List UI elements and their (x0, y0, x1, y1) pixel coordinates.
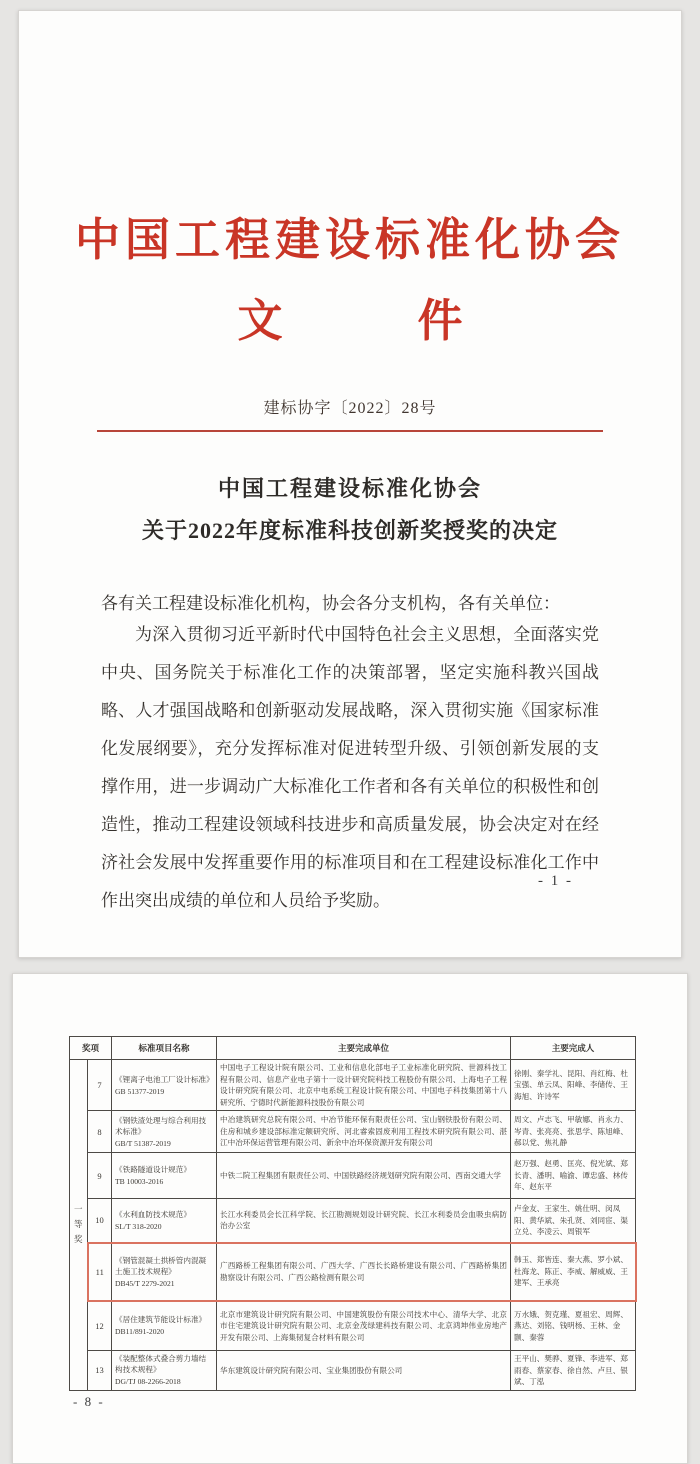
header-units: 主要完成单位 (217, 1037, 511, 1060)
body-paragraph: 为深入贯彻习近平新时代中国特色社会主义思想，全面落实党中央、国务院关于标准化工作的决策部署，坚定实施科教兴国战略、人才强国战略和创新驱动发展战略，深入贯彻实施《国家标准化发展纲要》，充分发挥标准对促进转型升级、引领创新发展的支撑作用，进一步调动广大标准化工作者和各有关单位的积极性和创造性，推动工程建设领域科技进步和高质量发展，协会决定对在经济社会发展中发挥重要作用的标准项目和在工程建设标准化工作中作出突出成绩的单位和人员给予奖励。 (101, 625, 599, 910)
red-divider-rule (97, 430, 603, 432)
award-table (69, 1036, 637, 1391)
table-row (70, 1301, 636, 1351)
standard-name (112, 1199, 217, 1243)
header-name: 标准项目名称 (112, 1037, 217, 1060)
standard-code: TB 10003-2016 (115, 1177, 164, 1186)
award-class-label: 一等奖 (70, 1060, 88, 1391)
standard-title: 《铁路隧道设计规范》 (115, 1165, 191, 1174)
standard-code: GB/T 51387-2019 (115, 1138, 171, 1148)
row-no: 13 (88, 1351, 112, 1391)
standard-title: 《水利血防技术规范》 (115, 1209, 191, 1219)
page-2 (12, 973, 688, 1464)
table-row (70, 1199, 636, 1243)
main-units: 北京市建筑设计研究院有限公司、中国建筑股份有限公司技术中心、清华大学、北京市住宅建筑设计研究院有限公司、北京金茂绿建科技有限公司、北京鸿坤伟业房地产开发有限公司、上海集韧复合材料有限公司 (217, 1301, 511, 1351)
page-1-number: - 1 - (538, 873, 573, 889)
standard-code: DG/TJ 08-2266-2018 (115, 1377, 181, 1387)
main-persons: 赵万强、赵勇、匡亮、倪光斌、郑长青、潘明、喻渝、谭忠盛、林传年、赵东平 (511, 1153, 636, 1199)
page-1 (18, 10, 682, 958)
main-persons: 韩玉、郑皆连、秦大燕、罗小斌、杜海龙、陈正、李威、解威威、王建军、王承亮 (511, 1243, 636, 1301)
standard-title: 《钢铁渣处理与综合利用技术标准》 (115, 1115, 207, 1136)
main-persons: 王平山、樊骅、夏锋、李进军、郑雨春、蔡家春、徐自然、卢旦、银斌、丁泓 (511, 1351, 636, 1391)
standard-name (112, 1243, 217, 1301)
table-row (70, 1351, 636, 1391)
main-persons: 徐刚、秦学礼、昆阳、肖红梅、杜宝强、单云凤、阳峰、李储传、王海旭、许诗军 (511, 1060, 636, 1111)
decision-title-line1: 中国工程建设标准化协会 (217, 476, 482, 501)
standard-name (112, 1301, 217, 1351)
row-no: 8 (88, 1111, 112, 1153)
standard-name (112, 1060, 217, 1111)
header-persons: 主要完成人 (511, 1037, 636, 1060)
standard-name (112, 1351, 217, 1391)
standard-code: DB45/T 2279-2021 (115, 1278, 175, 1288)
table-row-highlighted (70, 1243, 636, 1301)
table-row (70, 1060, 636, 1111)
main-units: 中国电子工程设计院有限公司、工业和信息化部电子工业标准化研究院、世源科技工程有限公司、信息产业电子第十一设计研究院科技工程股份有限公司、上海电子工程设计研究院有限公司、北京中电系统工程设计院有限公司、中国电子科技集团第十八研究所、宁德时代新能源科技股份有限公司 (217, 1060, 511, 1111)
decision-title-line2: 关于2022年度标准科技创新奖授奖的决定 (141, 518, 558, 543)
standard-title: 《装配整体式叠合剪力墙结构技术规程》 (115, 1354, 207, 1375)
standard-name (112, 1111, 217, 1153)
row-no: 9 (88, 1153, 112, 1199)
standard-code: DB11/891-2020 (115, 1327, 165, 1337)
page-8-number: - 8 - (73, 1394, 105, 1409)
main-units: 长江水利委员会长江科学院、长江勘测规划设计研究院、长江水利委员会血吸虫病防治办公室 (217, 1199, 511, 1243)
doc-number: 建标协字〔2022〕28号 (263, 400, 437, 417)
table-header-row (70, 1037, 636, 1060)
row-no: 12 (88, 1301, 112, 1351)
main-persons: 周文、卢志飞、甲敏娜、肖永力、岑青、张亮亮、张思学、陈旭峰、郝以党、焦礼静 (511, 1111, 636, 1153)
standard-code: GB 51377-2019 (115, 1086, 165, 1096)
row-no: 10 (88, 1199, 112, 1243)
standard-title: 《锂离子电池工厂设计标准》 (115, 1074, 214, 1084)
table-row (70, 1111, 636, 1153)
table-row (70, 1153, 636, 1199)
main-units: 华东建筑设计研究院有限公司、宝业集团股份有限公司 (217, 1351, 511, 1391)
standard-title: 《钢管混凝土拱桥管内混凝土施工技术规程》 (115, 1255, 207, 1276)
standard-title: 《居住建筑节能设计标准》 (115, 1315, 207, 1325)
main-persons: 卢金友、王家生、姚仕明、闵凤阳、黄华斌、朱孔贤、刘同宦、渠立兑、李凌云、周银军 (511, 1199, 636, 1243)
salutation-line: 各有关工程建设标准化机构，协会各分支机构，各有关单位： (101, 594, 560, 613)
main-units: 广西路桥工程集团有限公司、广西大学、广西长长路桥建设有限公司、广西路桥集团勘察设计有限公司、广西公路检测有限公司 (217, 1243, 511, 1301)
header-award: 奖项 (70, 1037, 112, 1060)
main-units: 中铁二院工程集团有限责任公司、中国铁路经济规划研究院有限公司、西南交通大学 (217, 1153, 511, 1199)
org-title-red: 中国工程建设标准化协会 (74, 215, 625, 265)
main-units: 中冶建筑研究总院有限公司、中冶节能环保有限责任公司、宝山钢铁股份有限公司、住房和城乡建设部标准定额研究所、河北睿索固废利用工程技术研究院有限公司、湛江中冶环保运营管理有限公司、新余中冶环保资源开发有限公司 (217, 1111, 511, 1153)
row-no: 7 (88, 1060, 112, 1111)
standard-name (112, 1153, 217, 1199)
main-persons: 万水娥、贺克瑾、夏祖宏、周辉、燕达、刘铭、钱明杨、王林、金颢、秦蓉 (511, 1301, 636, 1351)
doc-type-wenjian: 文 件 (237, 296, 463, 346)
award-table-wrap (69, 1036, 635, 1391)
row-no: 11 (88, 1243, 112, 1301)
standard-code: SL/T 318-2020 (115, 1221, 162, 1231)
